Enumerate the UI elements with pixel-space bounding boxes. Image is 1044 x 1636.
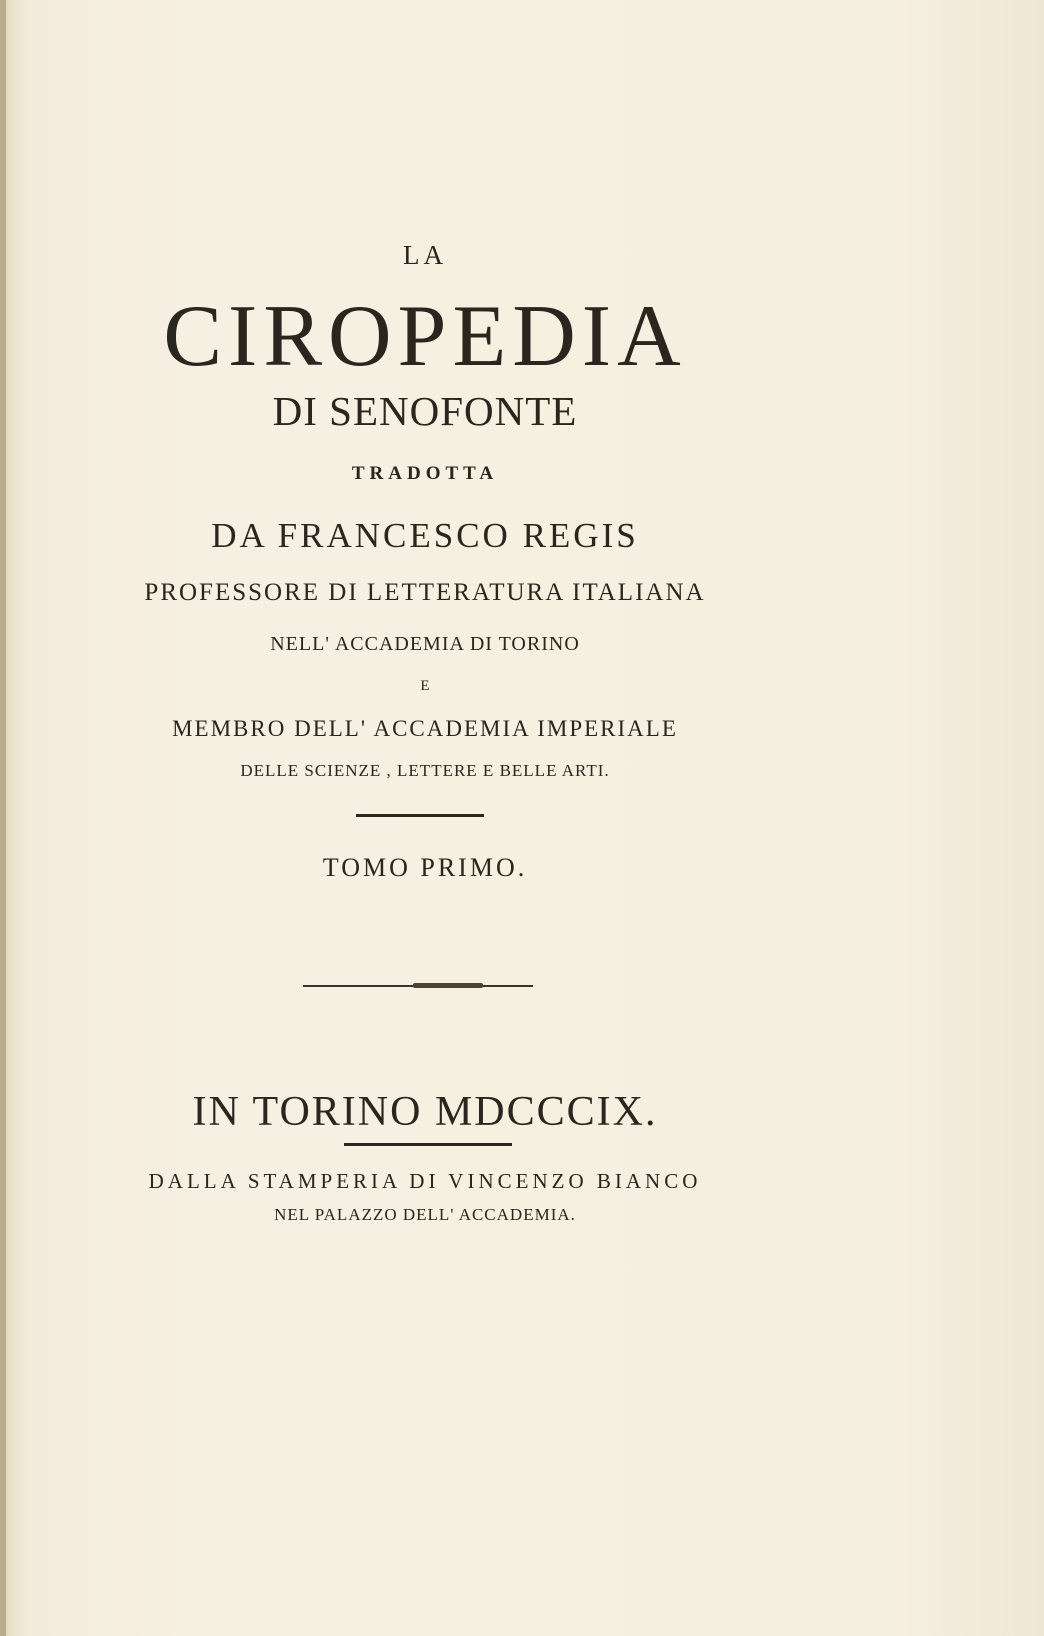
translator-role-place: NELL' ACCADEMIA DI TORINO: [270, 633, 580, 655]
conjunction: E: [420, 678, 430, 694]
imprint-place-date: IN TORINO MDCCCIX.: [192, 1089, 658, 1135]
translator-role: PROFESSORE DI LETTERATURA ITALIANA: [144, 579, 706, 606]
book-title: CIROPEDIA: [163, 288, 687, 385]
membership-detail: DELLE SCIENZE , LETTERE E BELLE ARTI.: [240, 761, 610, 780]
title-article: LA: [403, 240, 447, 270]
translator-membership: MEMBRO DELL' ACCADEMIA IMPERIALE: [172, 716, 678, 741]
ornamental-rule: [303, 985, 533, 987]
imprint-rule: [344, 1143, 512, 1146]
author-line: DI SENOFONTE: [272, 388, 578, 434]
volume-label: TOMO PRIMO.: [322, 853, 528, 882]
translator-line: DA FRANCESCO REGIS: [211, 516, 639, 555]
printer-line: DALLA STAMPERIA DI VINCENZO BIANCO: [148, 1169, 702, 1193]
divider-rule: [356, 814, 484, 817]
translated-label: TRADOTTA: [351, 463, 499, 484]
printer-address: NEL PALAZZO DELL' ACCADEMIA.: [274, 1205, 576, 1224]
